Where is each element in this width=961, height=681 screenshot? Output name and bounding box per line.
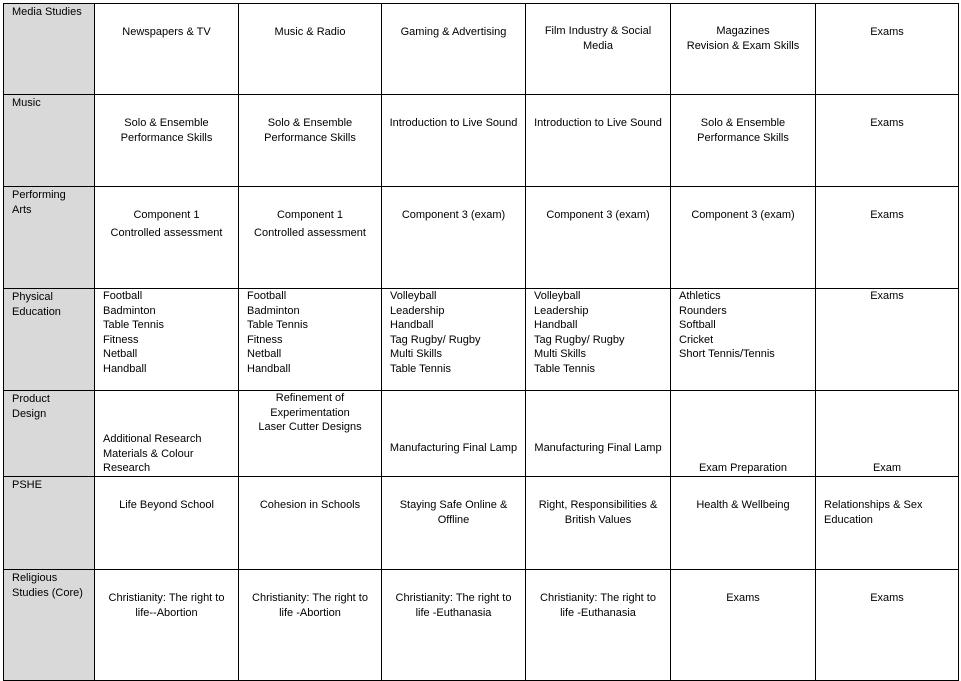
table-row [4,570,959,681]
term-line: Multi Skills [390,348,442,360]
table-row [4,289,959,391]
term-line: Introduction to Live Sound [389,117,518,129]
term-content [816,25,958,40]
term-line: Exams [870,26,904,38]
subject-label: Religious Studies (Core) [12,572,83,599]
subject-label: Performing Arts [12,189,66,216]
term-line: Christianity: The right to [395,592,512,604]
term-cell [95,477,239,570]
subject-cell [4,289,95,391]
term-line: Component 3 (exam) [401,209,506,221]
term-cell [816,95,959,187]
term-line: Short Tennis/Tennis [679,348,775,360]
term-content [95,25,238,40]
term-line: Component 1 [276,209,344,221]
term-cell [239,187,382,289]
term-line: Handball [247,362,291,375]
term-content [95,591,238,620]
term-line: Multi Skills [534,348,586,360]
term-content [526,498,670,527]
term-cell [382,289,526,391]
term-line: Manufacturing Final Lamp [534,442,662,454]
term-content [239,289,381,376]
term-cell [239,570,382,681]
term-content [671,116,815,145]
term-content [816,289,958,304]
term-line: Handball [103,362,147,375]
term-cell [671,477,816,570]
term-line: Fitness [247,333,283,346]
term-content [816,208,958,223]
term-line: Experimentation [270,406,350,419]
term-line: Research [103,462,151,474]
term-line: Solo & Ensemble [700,117,786,129]
term-line: Manufacturing Final Lamp [389,442,518,454]
term-line: Right, Responsibilities & [538,499,658,511]
table-row [4,4,959,95]
term-cell [382,391,526,477]
term-cell [671,4,816,95]
term-content [239,591,381,620]
term-cell [239,4,382,95]
term-line: Leadership [534,304,589,317]
term-cell [816,477,959,570]
term-line: Handball [534,319,578,331]
term-cell [671,289,816,391]
term-content [671,461,815,476]
term-content [671,498,815,513]
term-line: Netball [103,348,138,360]
term-cell [95,570,239,681]
term-line: Exam Preparation [698,462,788,474]
table-row [4,187,959,289]
term-cell [526,570,671,681]
term-line: Athletics [679,290,721,302]
term-line: Table Tennis [534,362,595,375]
term-content [382,498,525,527]
term-content [526,289,670,376]
term-cell [816,187,959,289]
term-line: Solo & Ensemble [267,117,353,129]
term-line: Magazines [716,25,770,37]
term-line: Softball [679,319,716,331]
curriculum-table [3,3,959,681]
term-line: life -Euthanasia [560,606,636,619]
term-content [526,591,670,620]
term-cell [95,289,239,391]
term-cell [239,95,382,187]
term-line: Exams [870,117,904,129]
table-row [4,477,959,570]
term-content [95,432,238,476]
term-line: Materials & Colour [103,447,194,460]
term-content [816,591,958,606]
term-content [382,591,525,620]
term-line: Table Tennis [247,319,308,331]
term-line: Performance Skills [264,131,356,144]
term-line: Fitness [103,333,139,346]
term-line: Additional Research [103,433,202,445]
term-line: Exams [726,592,760,604]
term-line: Relationships & Sex [824,499,923,511]
term-line: British Values [564,513,632,526]
subject-label: Media Studies [12,6,82,18]
term-content [382,25,525,40]
term-line: Media [583,39,613,52]
term-content [95,289,238,376]
term-line: Table Tennis [103,319,164,331]
term-content [526,441,670,456]
term-line: Christianity: The right to [540,592,656,604]
term-content [671,208,815,223]
term-line: Cricket [679,333,714,346]
term-line: Exams [870,290,904,302]
subject-cell [4,477,95,570]
term-content [382,116,525,131]
term-line: Performance Skills [120,131,213,144]
term-content [382,441,525,456]
term-content [382,208,525,223]
term-cell [526,289,671,391]
term-line: Exams [870,209,904,221]
term-line: Tag Rugby/ Rugby [534,333,625,346]
term-line: Handball [390,319,434,331]
term-line: Controlled assessment [254,226,366,239]
term-cell [382,477,526,570]
term-line: Netball [247,348,282,360]
term-line: Badminton [103,304,156,317]
term-line: Component 1 [133,209,200,221]
term-line: Tag Rugby/ Rugby [390,333,481,346]
term-line: Christianity: The right to [252,592,368,604]
term-line: life -Euthanasia [415,606,492,619]
term-content [526,24,670,53]
term-line: Rounders [679,304,727,317]
subject-cell [4,391,95,477]
subject-label: Product Design [12,393,50,420]
subject-label: PSHE [12,479,42,491]
term-cell [526,391,671,477]
term-cell [95,95,239,187]
term-line: Newspapers & TV [122,26,211,38]
term-content [526,208,670,223]
term-line: Volleyball [390,290,437,302]
term-line: Cohesion in Schools [259,499,361,511]
subject-label: Physical Education [12,291,61,318]
term-line: Christianity: The right to [108,592,225,604]
term-cell [95,4,239,95]
term-line: Health & Wellbeing [696,499,790,511]
term-cell [95,391,239,477]
term-cell [526,187,671,289]
term-cell [95,187,239,289]
term-content [239,25,381,40]
term-cell [671,187,816,289]
term-cell [382,570,526,681]
term-line: Performance Skills [697,131,789,144]
term-content [671,24,815,53]
term-cell [671,95,816,187]
term-cell [671,570,816,681]
term-line: Education [824,513,873,526]
term-line: Solo & Ensemble [124,117,209,129]
table-row [4,95,959,187]
term-line: Badminton [247,304,300,317]
term-content [671,289,815,362]
term-content [239,391,381,435]
term-line: life--Abortion [135,606,198,619]
term-line: Offline [437,513,470,526]
term-line: life -Abortion [279,606,341,619]
term-cell [382,187,526,289]
term-cell [526,477,671,570]
term-cell [816,4,959,95]
term-content [526,116,670,131]
term-content [239,498,381,513]
term-cell [382,95,526,187]
term-line: Table Tennis [390,362,451,375]
term-line: Leadership [390,304,445,317]
term-cell [382,4,526,95]
term-line: Component 3 (exam) [546,209,650,221]
curriculum-table-body [4,4,959,681]
term-line: Film Industry & Social [544,25,652,37]
term-cell [526,4,671,95]
term-line: Controlled assessment [110,226,223,239]
term-line: Music & Radio [274,26,346,38]
term-cell [816,289,959,391]
term-cell [239,477,382,570]
term-line: Gaming & Advertising [400,26,507,38]
subject-label: Music [12,97,41,109]
term-cell [239,391,382,477]
term-line: Introduction to Live Sound [534,117,662,129]
term-content [95,498,238,513]
subject-cell [4,95,95,187]
term-line: Component 3 (exam) [691,209,795,221]
term-line: Football [247,290,287,302]
term-content [816,461,958,476]
term-content [239,208,381,240]
term-cell [526,95,671,187]
term-line: Volleyball [534,290,581,302]
term-line: Football [103,290,143,302]
subject-cell [4,570,95,681]
subject-cell [4,4,95,95]
term-line: Refinement of [275,392,345,404]
term-cell [239,289,382,391]
term-content [95,116,238,145]
term-cell [816,570,959,681]
term-content [671,591,815,606]
term-cell [816,391,959,477]
term-line: Life Beyond School [119,499,214,511]
term-line: Exam [872,462,902,474]
term-content [95,208,238,240]
term-content [816,498,958,527]
table-row [4,391,959,477]
term-content [239,116,381,145]
term-line: Exams [870,592,904,604]
term-cell [671,391,816,477]
term-line: Revision & Exam Skills [686,39,800,52]
subject-cell [4,187,95,289]
term-line: Staying Safe Online & [399,499,508,511]
term-content [816,116,958,131]
term-content [382,289,525,376]
term-line: Laser Cutter Designs [258,421,362,433]
